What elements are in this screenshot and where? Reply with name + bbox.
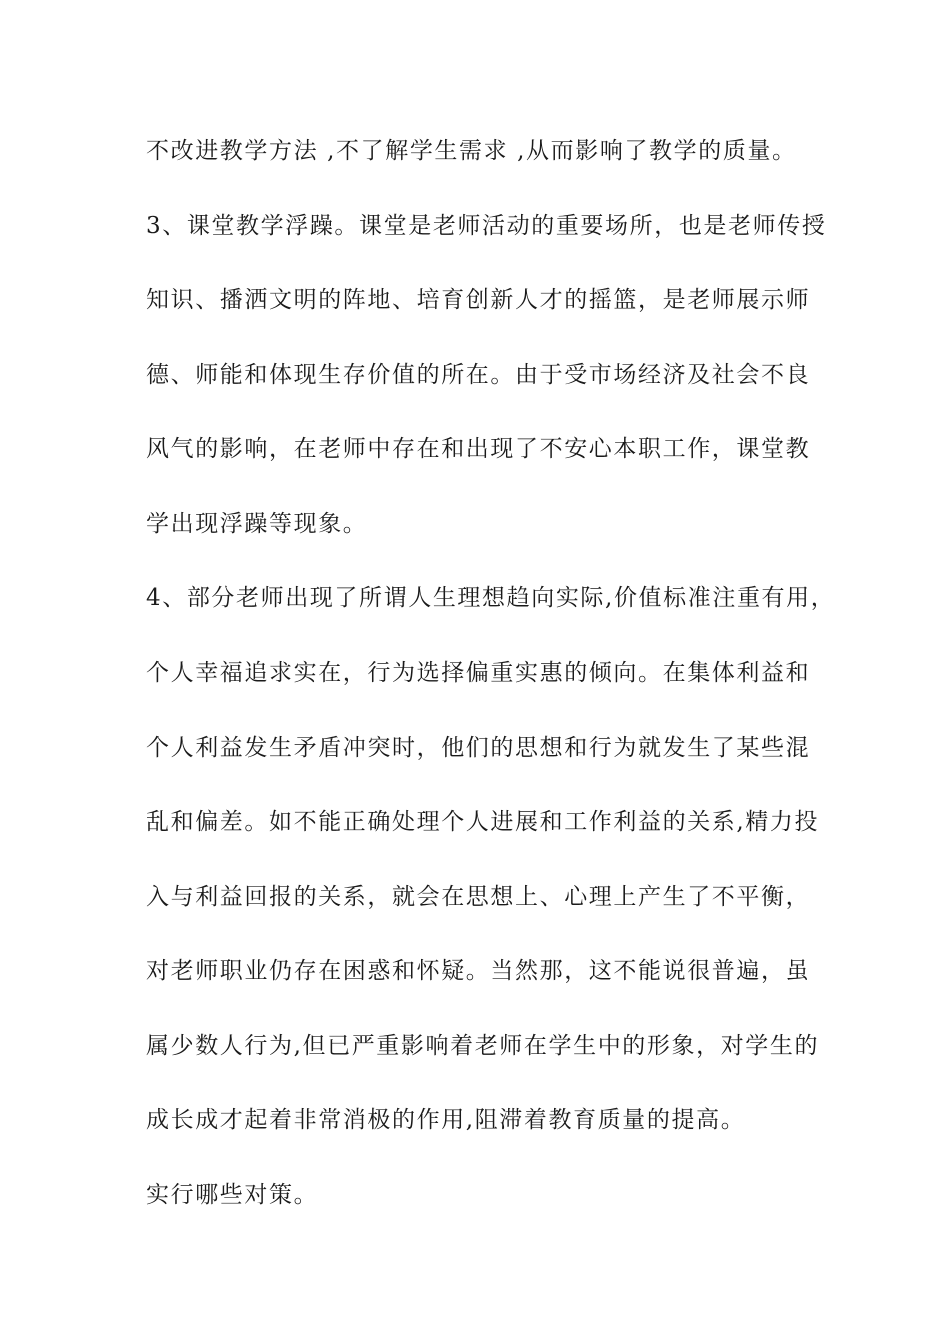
text-line: 属少数人行为,但已严重影响着老师在学生中的形象，对学生的 xyxy=(146,1033,820,1059)
text-line: 对老师职业仍存在困惑和怀疑。当然那，这不能说很普遍，虽 xyxy=(146,958,811,984)
text-line: 知识、播洒文明的阵地、培育创新人才的摇篮，是老师展示师 xyxy=(146,287,811,313)
text-line: 个人幸福追求实在，行为选择偏重实惠的倾向。在集体利益和 xyxy=(146,660,811,686)
text-line: 不改进教学方法 ,不了解学生需求 ,从而影响了教学的质量。 xyxy=(146,138,797,164)
text-line: 实行哪些对策。 xyxy=(146,1182,319,1208)
text-line: 学出现浮躁等现象。 xyxy=(146,511,368,537)
text-line: 乱和偏差。如不能正确处理个人进展和工作利益的关系,精力投 xyxy=(146,809,820,835)
text-line: 风气的影响，在老师中存在和出现了不安心本职工作，课堂教 xyxy=(146,436,811,462)
text-line: 3、课堂教学浮躁。课堂是老师活动的重要场所，也是老师传授 xyxy=(146,213,827,239)
text-line: 4、部分老师出现了所谓人生理想趋向实际,价值标准注重有用， xyxy=(146,585,836,611)
text-line: 入与利益回报的关系，就会在思想上、心理上产生了不平衡， xyxy=(146,884,811,910)
text-line: 德、师能和体现生存价值的所在。由于受市场经济及社会不良 xyxy=(146,362,811,388)
text-line: 成长成才起着非常消极的作用,阻滞着教育质量的提高。 xyxy=(146,1107,746,1133)
text-line: 个人利益发生矛盾冲突时，他们的思想和行为就发生了某些混 xyxy=(146,735,811,761)
